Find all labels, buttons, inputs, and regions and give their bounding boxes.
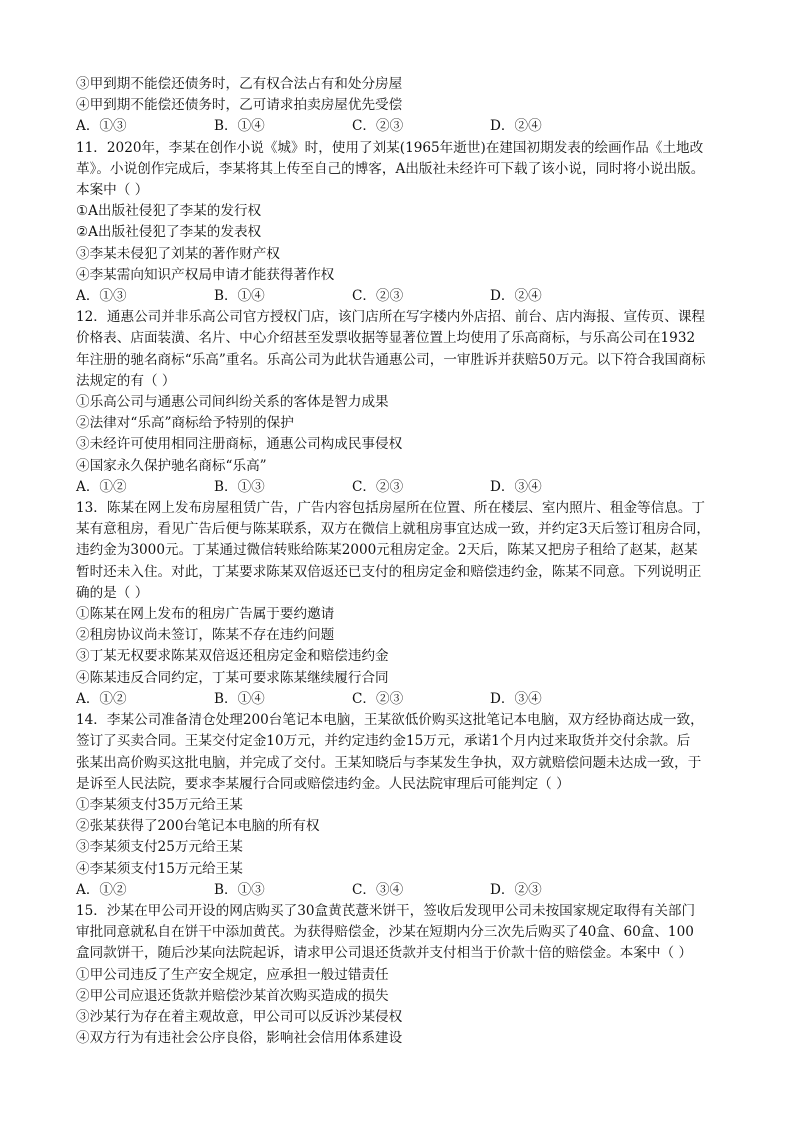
answer-choices — [76, 477, 726, 498]
answer-choices — [76, 689, 726, 710]
option-line: ①乐高公司与通惠公司间纠纷关系的客体是智力成果 — [76, 394, 389, 411]
question-stem: 违约金为3000元。丁某通过微信转账给陈某2000元租房定金。2天后，陈某又把房子租给了赵某，赵某 — [76, 542, 698, 559]
choice-c: C．③④ — [352, 881, 404, 898]
question-stem: 张某出高价购买这批电脑，并完成了交付。王某知晓后与李某发生争执，双方就赔偿问题未达成一致，于 — [76, 754, 702, 771]
question-stem: 盒同款饼干，随后沙某向法院起诉，请求甲公司退还货款并支付相当于价款十倍的赔偿金。本案中（ ） — [76, 945, 693, 962]
option-line: ③甲到期不能偿还债务时，乙有权合法占有和处分房屋 — [76, 76, 403, 92]
option-line: ③李某未侵犯了刘某的著作财产权 — [76, 245, 280, 262]
option-line: ③丁某无权要求陈某双倍返还租房定金和赔偿违约金 — [76, 648, 389, 665]
choice-b: B．①③ — [214, 478, 265, 495]
option-line: ④甲到期不能偿还债务时，乙可请求拍卖房屋优先受偿 — [76, 97, 403, 114]
option-line: ④陈某违反合同约定，丁某可要求陈某继续履行合同 — [76, 669, 389, 686]
choice-d: D．②③ — [490, 881, 542, 898]
option-line: ②租房协议尚未签订，陈某不存在违约问题 — [76, 627, 335, 644]
question-stem: 14．李某公司准备清仓处理200台笔记本电脑，王某欲低价购买这批笔记本电脑，双方经协商达成一致， — [76, 712, 704, 729]
question-stem: 审批同意就私自在饼干中添加黄芪。为获得赔偿金，沙某在短期内分三次先后购买了40盒、60盒、100 — [76, 924, 694, 941]
choice-b: B．①④ — [214, 288, 265, 305]
option-line: ③未经许可使用相同注册商标，通惠公司构成民事侵权 — [76, 436, 403, 453]
question-12 — [76, 307, 726, 498]
option-line: ②A出版社侵犯了李某的发表权 — [76, 224, 262, 241]
answer-choices — [76, 116, 726, 137]
choice-b: B．①③ — [214, 881, 265, 898]
question-11 — [76, 138, 726, 308]
option-line: ②甲公司应退还货款并赔偿沙某首次购买造成的损失 — [76, 987, 389, 1004]
question-stem: 15．沙某在甲公司开设的网店购买了30盒黄芪薏米饼干，签收后发现甲公司未按国家规定取得有关部门 — [76, 902, 696, 919]
option-line: ④双方行为有违社会公序良俗，影响社会信用体系建设 — [76, 1030, 403, 1047]
option-line: ③沙某行为存在着主观故意，甲公司可以反诉沙某侵权 — [76, 1008, 403, 1025]
option-line: ④国家永久保护驰名商标“乐高” — [76, 457, 267, 474]
option-line: ②张某获得了200台笔记本电脑的所有权 — [76, 818, 320, 835]
question-13 — [76, 498, 726, 710]
question-stem: 某有意租房，看见广告后便与陈某联系，双方在微信上就租房事宜达成一致，并约定3天后签订租房合同， — [76, 521, 710, 538]
question-stem: 确的是（ ） — [76, 584, 149, 601]
choice-b: B．①④ — [214, 690, 265, 707]
choice-a: A．①③ — [76, 118, 127, 135]
choice-d: D．②④ — [490, 118, 542, 135]
answer-choices — [76, 880, 726, 901]
question-stem: 年注册的驰名商标“乐高”重名。乐高公司为此状告通惠公司，一审胜诉并获赔50万元。以下符合我国商标 — [76, 351, 706, 368]
question-15 — [76, 901, 726, 1049]
choice-c: C．②③ — [352, 118, 404, 135]
option-line: ①A出版社侵犯了李某的发行权 — [76, 203, 262, 220]
choice-b: B．①④ — [214, 118, 265, 135]
question-stem: 是诉至人民法院，要求李某履行合同或赔偿违约金。人民法院审理后可能判定（ ） — [76, 775, 570, 792]
question-stem: 价格表、店面装潢、名片、中心介绍甚至发票收据等显著位置上均使用了乐高商标，与乐高公司在1932 — [76, 330, 696, 347]
question-stem: 11．2020年，李某在创作小说《城》时，使用了刘某(1965年逝世)在建国初期发表的绘画作品《土地改 — [76, 139, 704, 156]
choice-a: A．①② — [76, 690, 127, 707]
question-stem: 革》。小说创作完成后，李某将其上传至自己的博客，A出版社未经许可下载了该小说，同时将小说出版。 — [76, 160, 705, 177]
choice-c: C．②③ — [352, 478, 404, 495]
question-stem: 13．陈某在网上发布房屋租赁广告，广告内容包括房屋所在位置、所在楼层、室内照片、租金等信息。丁 — [76, 500, 706, 517]
option-line: ①李某须支付35万元给王某 — [76, 796, 243, 813]
choice-a: A．①③ — [76, 288, 127, 305]
option-line: ①陈某在网上发布的租房广告属于要约邀请 — [76, 606, 335, 623]
option-line: ④李某需向知识产权局申请才能获得著作权 — [76, 266, 335, 283]
choice-d: D．③④ — [490, 690, 542, 707]
answer-choices — [76, 286, 726, 307]
option-line: ④李某须支付15万元给王某 — [76, 860, 243, 877]
q10-tail — [76, 74, 726, 138]
choice-c: C．②③ — [352, 288, 404, 305]
question-stem: 暂时还未入住。对此，丁某要求陈某双倍返还已支付的租房定金和赔偿违约金，陈某不同意。下列说明正 — [76, 563, 702, 580]
option-line: ③李某须支付25万元给王某 — [76, 839, 243, 856]
question-stem: 12．通惠公司并非乐高公司官方授权门店，该门店所在写字楼内外店招、前台、店内海报、宣传页、课程 — [76, 309, 706, 326]
question-stem: 本案中（ ） — [76, 182, 149, 199]
option-line: ②法律对“乐高”商标给予特别的保护 — [76, 415, 294, 432]
choice-a: A．①② — [76, 478, 127, 495]
exam-page — [76, 74, 726, 1049]
choice-a: A．①② — [76, 881, 127, 898]
choice-d: D．②④ — [490, 288, 542, 305]
question-14 — [76, 710, 726, 901]
question-stem: 签订了买卖合同。王某交付定金10万元，并约定违约金15万元，承诺1个月内过来取货并交付余款。后 — [76, 733, 691, 750]
question-stem: 法规定的有（ ） — [76, 372, 176, 389]
choice-c: C．②③ — [352, 690, 404, 707]
option-line: ①甲公司违反了生产安全规定，应承担一般过错责任 — [76, 966, 389, 983]
choice-d: D．③④ — [490, 478, 542, 495]
